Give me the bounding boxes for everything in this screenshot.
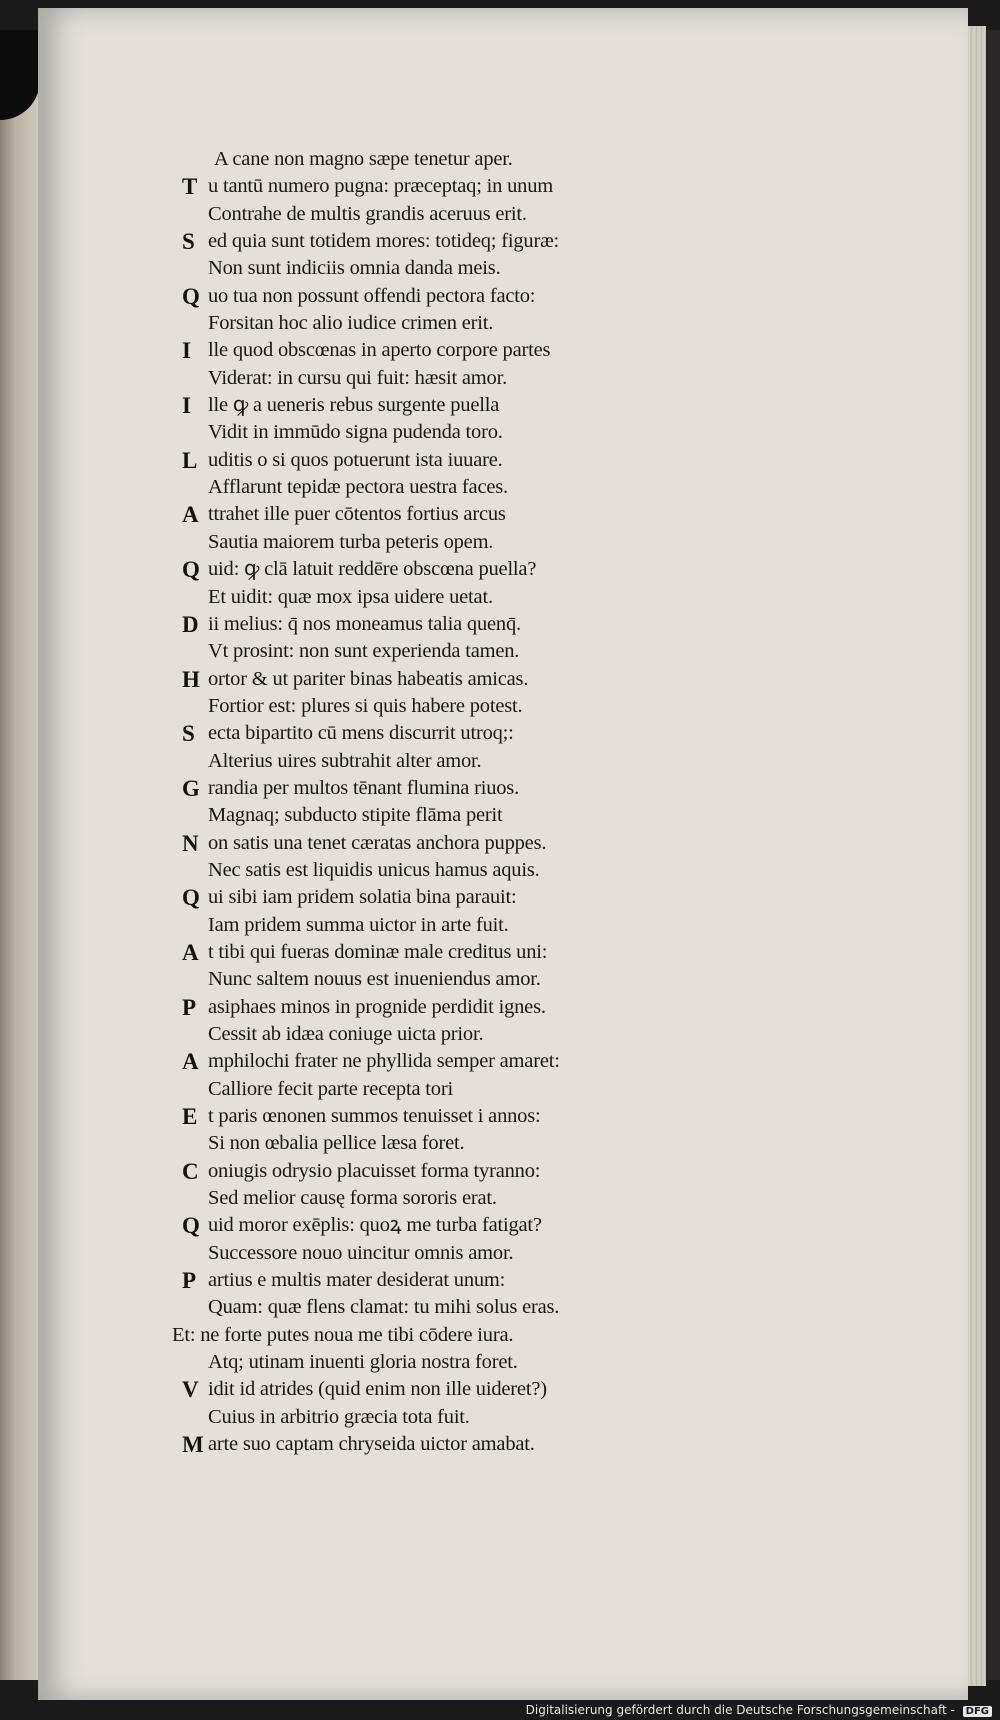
verse-line xyxy=(172,501,692,528)
verse-text: ecta bipartito cū mens discurrit utroq;: xyxy=(208,722,514,745)
verse-text: oniugis odrysio placuisset forma tyranno: xyxy=(208,1159,541,1182)
verse-line xyxy=(172,1322,692,1349)
verse-text: Vt prosint: non sunt experienda tamen. xyxy=(208,640,520,663)
verse-line xyxy=(172,1048,692,1075)
verse-text: Et: ne forte putes noua me tibi cōdere iura. xyxy=(172,1323,514,1346)
initial-capital: T xyxy=(182,174,198,200)
dfg-logo: DFG xyxy=(963,1706,992,1717)
verse-line xyxy=(172,529,692,556)
verse-text: Cessit ab idæa coniuge uicta prior. xyxy=(208,1023,484,1045)
book-cover-corner xyxy=(0,30,40,120)
initial-capital: A xyxy=(182,1049,199,1075)
verse-text: Si non œbalia pellice læsa foret. xyxy=(208,1132,465,1155)
verse-text: uid moror exēplis: quoꝝ me turba fatigat? xyxy=(208,1214,542,1237)
verse-text: lle quod obscœnas in aperto corpore partes xyxy=(208,339,551,362)
verse-text: Nec satis est liquidis unicus hamus aquis. xyxy=(208,858,540,881)
verse-line xyxy=(172,1076,692,1103)
verse-line xyxy=(172,994,692,1021)
verse-text: Afflarunt tepidæ pectora uestra faces. xyxy=(208,476,508,499)
initial-capital: C xyxy=(182,1158,199,1184)
initial-capital: S xyxy=(182,229,195,255)
verse-text: Successore nouo uincitur omnis amor. xyxy=(208,1241,514,1264)
verse-line xyxy=(172,337,692,364)
verse-text: asiphaes minos in prognide perdidit ignes. xyxy=(208,995,546,1018)
initial-capital: N xyxy=(182,830,199,856)
verse-text: on satis una tenet cæratas anchora puppes. xyxy=(208,831,547,854)
verse-line xyxy=(172,693,692,720)
verse-line xyxy=(172,912,692,939)
verse-line xyxy=(172,939,692,966)
verse-text: Viderat: in cursu qui fuit: hæsit amor. xyxy=(208,366,507,389)
verse-line xyxy=(172,857,692,884)
verse-line xyxy=(172,966,692,993)
verse-line xyxy=(172,830,692,857)
verse-line xyxy=(172,1021,692,1048)
verse-text: Nunc saltem nouus est inueniendus amor. xyxy=(208,968,541,991)
verse-text: Quam: quæ flens clamat: tu mihi solus eras. xyxy=(208,1296,560,1319)
verse-text: Iam pridem summa uictor in arte fuit. xyxy=(208,913,509,936)
verse-line xyxy=(172,1349,692,1376)
verse-line xyxy=(172,1185,692,1212)
verse-text: t paris œnonen summos tenuisset i annos: xyxy=(208,1105,541,1128)
verse-text: randia per multos tēnant flumina riuos. xyxy=(208,776,520,799)
verse-line xyxy=(172,447,692,474)
verse-line xyxy=(172,802,692,829)
verse-text: Vidit in immūdo signa pudenda toro. xyxy=(208,421,503,444)
verse-text: Atq; utinam inuenti gloria nostra foret. xyxy=(208,1351,518,1374)
verse-line xyxy=(172,474,692,501)
verse-text: uid: ꝙ clā latuit reddēre obscœna puella? xyxy=(208,558,537,581)
left-page-edge xyxy=(0,40,38,1680)
initial-capital: L xyxy=(182,447,198,473)
verse-line xyxy=(172,1294,692,1321)
initial-capital: Q xyxy=(182,557,200,583)
initial-capital: I xyxy=(182,338,191,364)
verse-line xyxy=(172,611,692,638)
verse-line xyxy=(172,666,692,693)
verse-line xyxy=(172,201,692,228)
verse-line xyxy=(172,584,692,611)
initial-capital: Q xyxy=(182,885,200,911)
verse-line xyxy=(172,419,692,446)
verse-line xyxy=(172,173,692,200)
verse-text: ttrahet ille puer cōtentos fortius arcus xyxy=(208,503,506,526)
verse-text: ortor & ut pariter binas habeatis amicas. xyxy=(208,667,529,690)
verse-line xyxy=(172,1267,692,1294)
verse-line xyxy=(172,775,692,802)
verse-line xyxy=(172,1130,692,1157)
verse-line xyxy=(172,556,692,583)
verse-line xyxy=(172,1158,692,1185)
initial-capital: A xyxy=(182,939,199,965)
initial-capital: H xyxy=(182,666,200,692)
initial-capital: S xyxy=(182,721,195,747)
verse-text: Magnaq; subducto stipite flāma perit xyxy=(208,804,503,827)
verse-line xyxy=(172,748,692,775)
verse-text: Calliore fecit parte recepta tori xyxy=(208,1077,453,1100)
verse-line xyxy=(172,392,692,419)
verse-text: ui sibi iam pridem solatia bina parauit: xyxy=(208,886,517,909)
initial-capital: Q xyxy=(182,1213,200,1239)
book-cover-edge xyxy=(986,30,1000,1680)
verse-line xyxy=(172,365,692,392)
verse-text: idit id atrides (quid enim non ille uideret?) xyxy=(208,1378,547,1401)
initial-capital: D xyxy=(182,611,199,637)
verse-line xyxy=(172,283,692,310)
verse-text: Sautia maiorem turba peteris opem. xyxy=(208,530,494,553)
verse-line xyxy=(172,228,692,255)
verse-text: uo tua non possunt offendi pectora facto: xyxy=(208,284,536,307)
verse-text: Cuius in arbitrio græcia tota fuit. xyxy=(208,1405,470,1428)
initial-capital: V xyxy=(182,1377,199,1403)
verse-line xyxy=(172,1404,692,1431)
initial-capital: I xyxy=(182,393,191,419)
initial-capital: P xyxy=(182,1268,196,1294)
verse-text: t tibi qui fueras dominæ male creditus uni: xyxy=(208,940,548,963)
verse-text: Alterius uires subtrahit alter amor. xyxy=(208,749,482,772)
digitization-credit xyxy=(526,1703,992,1717)
verse-text: Fortior est: plures si quis habere potest. xyxy=(208,694,523,717)
credit-text: Digitalisierung gefördert durch die Deutsche Forschungsgemeinschaft - xyxy=(525,1703,955,1717)
initial-capital: G xyxy=(182,775,200,801)
poem-text-block xyxy=(172,146,692,1459)
verse-text: A cane non magno sæpe tenetur aper. xyxy=(214,148,513,170)
initial-capital: A xyxy=(182,502,199,528)
verse-text: Non sunt indiciis omnia danda meis. xyxy=(208,257,501,280)
verse-line xyxy=(172,1212,692,1239)
verse-text: ed quia sunt totidem mores: totideq; figuræ: xyxy=(208,230,560,253)
verse-line xyxy=(172,884,692,911)
initial-capital: Q xyxy=(182,283,200,309)
verse-line xyxy=(172,1240,692,1267)
verse-line xyxy=(172,1431,692,1458)
verse-line xyxy=(172,146,692,173)
verse-text: Contrahe de multis grandis aceruus erit. xyxy=(208,202,527,225)
verse-text: arte suo captam chryseida uictor amabat. xyxy=(208,1433,535,1456)
verse-text: u tantū numero pugna: præceptaq; in unum xyxy=(208,175,553,198)
verse-text: artius e multis mater desiderat unum: xyxy=(208,1269,506,1292)
verse-text: Et uidit: quæ mox ipsa uidere uetat. xyxy=(208,585,493,608)
verse-line xyxy=(172,1103,692,1130)
verse-line xyxy=(172,720,692,747)
page-fore-edge xyxy=(968,26,986,1686)
verse-line xyxy=(172,255,692,282)
verse-line xyxy=(172,1376,692,1403)
verse-line xyxy=(172,310,692,337)
initial-capital: P xyxy=(182,994,196,1020)
verse-text: Forsitan hoc alio iudice crimen erit. xyxy=(208,312,494,335)
verse-text: Sed melior causę forma sororis erat. xyxy=(208,1187,497,1210)
verse-text: lle ꝙ a ueneris rebus surgente puella xyxy=(208,394,500,417)
verse-text: uditis o si quos potuerunt ista iuuare. xyxy=(208,448,503,471)
initial-capital: E xyxy=(182,1104,198,1130)
verse-text: mphilochi frater ne phyllida semper amaret: xyxy=(208,1050,560,1073)
initial-capital: M xyxy=(182,1432,204,1458)
verse-text: ii melius: q̄ nos moneamus talia quenq̄. xyxy=(208,612,521,635)
verse-line xyxy=(172,638,692,665)
